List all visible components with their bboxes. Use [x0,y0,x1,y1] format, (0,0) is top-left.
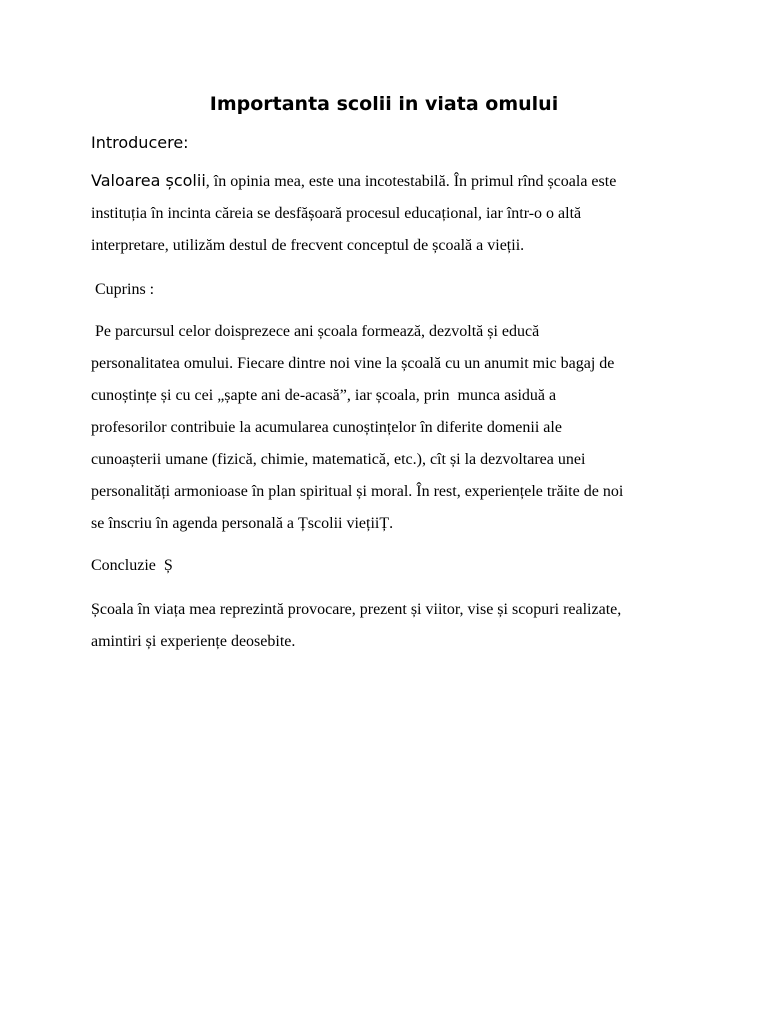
conclusion-line-1: Școala în viața mea reprezintă provocare, prezent și viitor, vise și scopuri realizate, [91,601,622,618]
intro-line-1-text: , în opinia mea, este una incotestabilă. În primul rînd școala este [205,173,617,190]
conclusion-paragraph [91,594,691,658]
body-line-4: profesorilor contribuie la acumularea cunoștințelor în diferite domenii ale [91,419,562,436]
intro-line-2: instituția în incinta căreia se desfășoară procesul educațional, iar într-o o altă [91,205,582,222]
body-line-6: personalități armonioase în plan spiritual și moral. În rest, experiențele trăite de noi [91,483,624,500]
body-paragraph [91,316,691,540]
cuprins-heading [91,274,691,306]
intro-heading: Introducere: [91,133,189,152]
body-line-5: cunoașterii umane (fizică, chimie, matematică, etc.), cît și la dezvoltarea unei [91,451,586,468]
intro-paragraph [91,165,691,262]
body-line-1: Pe parcursul celor doisprezece ani școala formează, dezvoltă și educă [91,323,540,340]
intro-line-3: interpretare, utilizăm destul de frecvent conceptul de școală a vieții. [91,237,525,254]
conclusion-heading [91,550,691,582]
cuprins-heading-text: Cuprins : [91,281,155,298]
intro-lead: Valoarea școlii [91,171,206,190]
conclusion-heading-text: Concluzie Ș [91,557,173,574]
intro-line-1 [91,165,691,198]
body-line-2: personalitatea omului. Fiecare dintre noi vine la școală cu un anumit mic bagaj de [91,355,615,372]
conclusion-line-2: amintiri și experiențe deosebite. [91,633,296,650]
body-line-3: cunoștințe și cu cei „șapte ani de-acasă”, iar școala, prin munca asiduă a [91,387,557,404]
document-title: Importanta scolii in viata omului [209,93,559,115]
body-line-7: se înscriu în agenda personală a Țscolii viețiiȚ. [91,515,394,532]
